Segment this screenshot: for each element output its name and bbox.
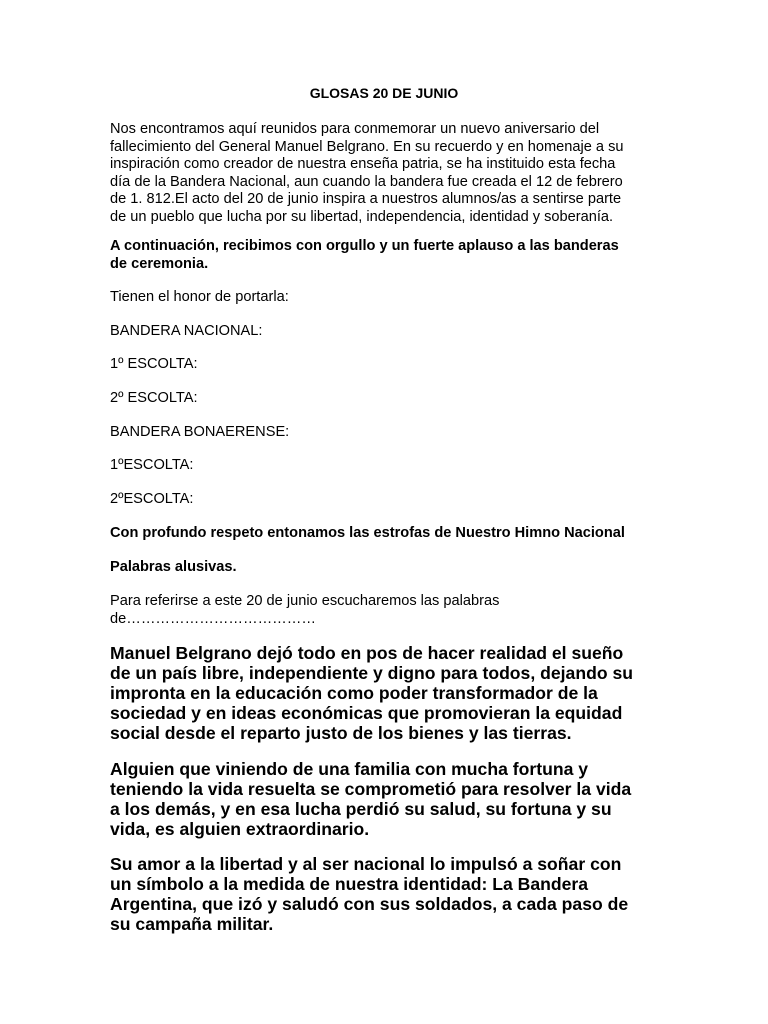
flag-bearer-escort-2: 2º ESCOLTA: bbox=[110, 390, 198, 406]
flag-bearer-national: BANDERA NACIONAL: bbox=[110, 323, 263, 339]
intro-line: Nos encontramos aquí reunidos para conmemorar un nuevo aniversario del bbox=[110, 121, 600, 137]
flag-bearer-escort-3: 1ºESCOLTA: bbox=[110, 457, 194, 473]
flag-bearer-escort-1: 1º ESCOLTA: bbox=[110, 356, 198, 372]
belgrano-line: Manuel Belgrano dejó todo en pos de hacer realidad el sueño bbox=[110, 643, 624, 663]
belgrano-line: sociedad y en ideas económicas que promovieran la equidad bbox=[110, 703, 623, 723]
belgrano-line: Argentina, que izó y saludó con sus soldados, a cada paso de bbox=[110, 894, 629, 914]
ceremony-line: A continuación, recibimos con orgullo y un fuerte aplauso a las banderas bbox=[110, 238, 619, 254]
document-title: GLOSAS 20 DE JUNIO bbox=[309, 85, 459, 101]
belgrano-line: social desde el reparto justo de los bienes y las tierras. bbox=[110, 723, 572, 743]
belgrano-paragraph-2 bbox=[110, 759, 650, 839]
belgrano-line: Alguien que viniendo de una familia con mucha fortuna y bbox=[110, 759, 589, 779]
flag-bearer-escort-4: 2ºESCOLTA: bbox=[110, 491, 194, 507]
belgrano-paragraph-3 bbox=[110, 854, 650, 934]
words-heading: Palabras alusivas. bbox=[110, 559, 237, 575]
ceremony-paragraph bbox=[110, 238, 670, 273]
intro-line: fallecimiento del General Manuel Belgrano. En su recuerdo y en homenaje a su bbox=[110, 138, 624, 155]
belgrano-line: un símbolo a la medida de nuestra identidad: La Bandera bbox=[110, 874, 589, 894]
anthem-text: Con profundo respeto entonamos las estrofas de Nuestro Himno Nacional bbox=[110, 525, 625, 541]
belgrano-line: de un país libre, independiente y digno para todos, dejando su bbox=[110, 663, 633, 683]
intro-line: inspiración como creador de nuestra enseña patria, se ha instituido esta fecha bbox=[110, 156, 616, 173]
belgrano-line: Su amor a la libertad y al ser nacional lo impulsó a soñar con bbox=[110, 854, 622, 874]
belgrano-line: su campaña militar. bbox=[110, 914, 274, 934]
belgrano-line: a los demás, y en esa lucha perdió su salud, su fortuna y su bbox=[110, 799, 612, 819]
intro-line: de un pueblo que lucha por su libertad, independencia, identidad y soberanía. bbox=[110, 208, 614, 225]
intro-line: de 1. 812.El acto del 20 de junio inspira a nuestros alumnos/as a sentirse parte bbox=[110, 191, 622, 208]
flag-bearer-bonaerense: BANDERA BONAERENSE: bbox=[110, 424, 290, 440]
belgrano-line: vida, es alguien extraordinario. bbox=[110, 819, 370, 839]
ceremony-line: de ceremonia. bbox=[110, 255, 209, 272]
intro-paragraph bbox=[110, 121, 670, 227]
intro-line: día de la Bandera Nacional, aun cuando la bandera fue creada el 12 de febrero bbox=[110, 173, 623, 190]
belgrano-paragraph-1 bbox=[110, 643, 650, 743]
words-paragraph bbox=[110, 593, 670, 628]
belgrano-line: teniendo la vida resuelta se comprometió para resolver la vida bbox=[110, 779, 632, 799]
belgrano-line: impronta en la educación como poder transformador de la bbox=[110, 683, 598, 703]
words-line: de………………………………… bbox=[110, 610, 316, 627]
honor-text: Tienen el honor de portarla: bbox=[110, 289, 289, 305]
words-line: Para referirse a este 20 de junio escucharemos las palabras bbox=[110, 593, 500, 609]
